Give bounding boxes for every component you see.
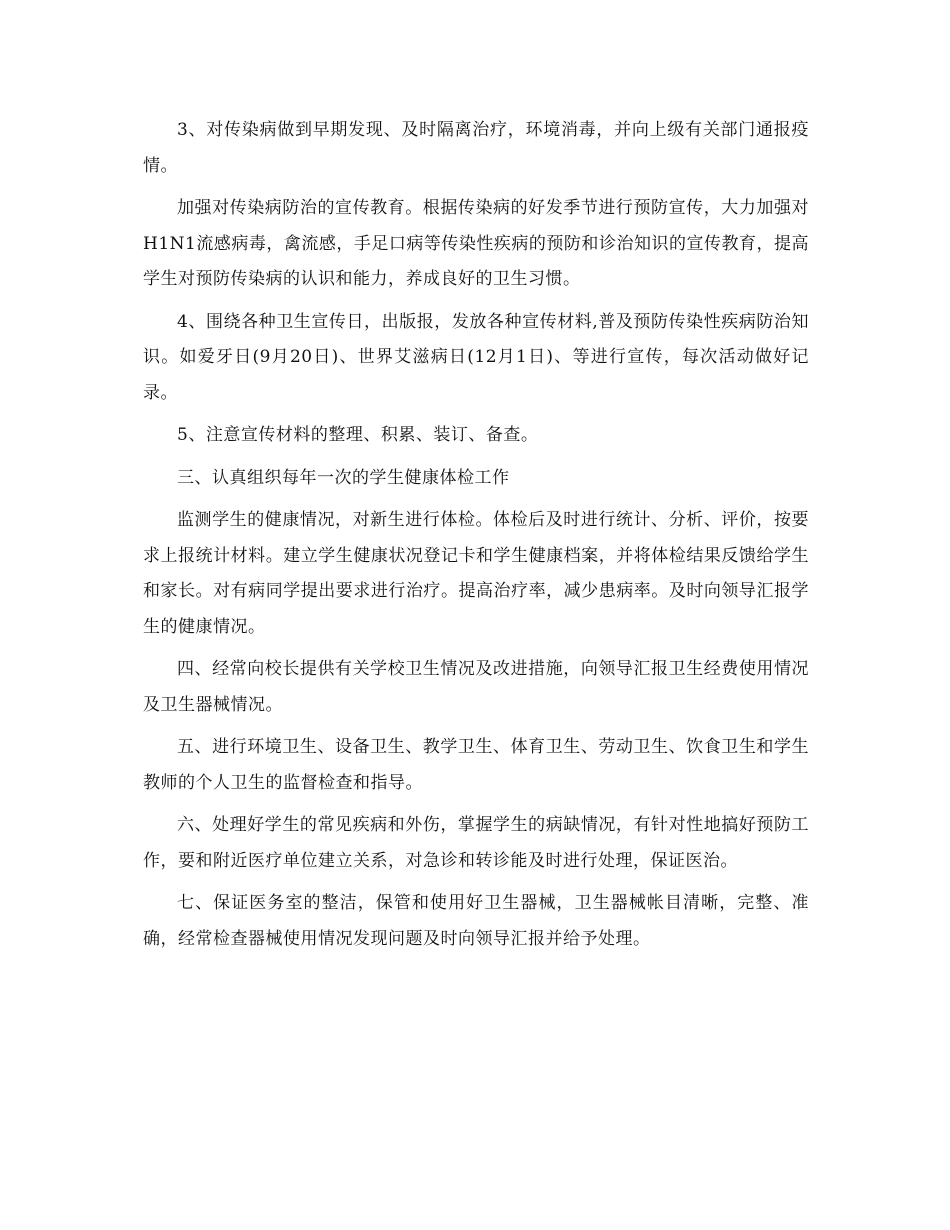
paragraph-material-archiving: 5、注意宣传材料的整理、积累、装订、备查。 xyxy=(177,425,539,445)
paragraph-infectious-disease-reporting: 3、对传染病做到早期发现、及时隔离治疗，环境消毒，并向上级有关部门通报疫情。 xyxy=(143,120,809,176)
paragraph-report-to-principal: 四、经常向校长提供有关学校卫生情况及改进措施，向领导汇报卫生经费使用情况及卫生器械情况。 xyxy=(143,659,809,715)
section-heading-health-checkup: 三、认真组织每年一次的学生健康体检工作 xyxy=(177,467,510,488)
document-body xyxy=(143,113,809,964)
paragraph-common-illness-handling: 六、处理好学生的常见疾病和外伤，掌握学生的病缺情况，有针对性地搞好预防工作，要和附近医疗单位建立关系，对急诊和转诊能及时进行处理，保证医治。 xyxy=(143,815,809,871)
paragraph-prevention-education: 加强对传染病防治的宣传教育。根据传染病的好发季节进行预防宣传，大力加强对H1N1流感病毒，禽流感，手足口病等传染性疾病的预防和诊治知识的宣传教育，提高学生对预防传染病的认识和能力，养成良好的卫生习惯。 xyxy=(143,198,809,289)
paragraph-health-monitoring: 监测学生的健康情况，对新生进行体检。体检后及时进行统计、分析、评价，按要求上报统计材料。建立学生健康状况登记卡和学生健康档案，并将体检结果反馈给学生和家长。对有病同学提出要求进行治疗。提高治疗率，减少患病率。及时向领导汇报学生的健康情况。 xyxy=(143,510,809,637)
paragraph-hygiene-supervision: 五、进行环境卫生、设备卫生、教学卫生、体育卫生、劳动卫生、饮食卫生和学生教师的个人卫生的监督检查和指导。 xyxy=(143,737,809,793)
paragraph-clinic-maintenance: 七、保证医务室的整洁，保管和使用好卫生器械，卫生器械帐目清晰，完整、准确，经常检查器械使用情况发现问题及时向领导汇报并给予处理。 xyxy=(143,893,809,949)
paragraph-health-awareness-days: 4、围绕各种卫生宣传日，出版报，发放各种宣传材料,普及预防传染性疾病防治知识。如爱牙日(9月20日)、世界艾滋病日(12月1日)、等进行宣传，每次活动做好记录。 xyxy=(143,311,809,403)
